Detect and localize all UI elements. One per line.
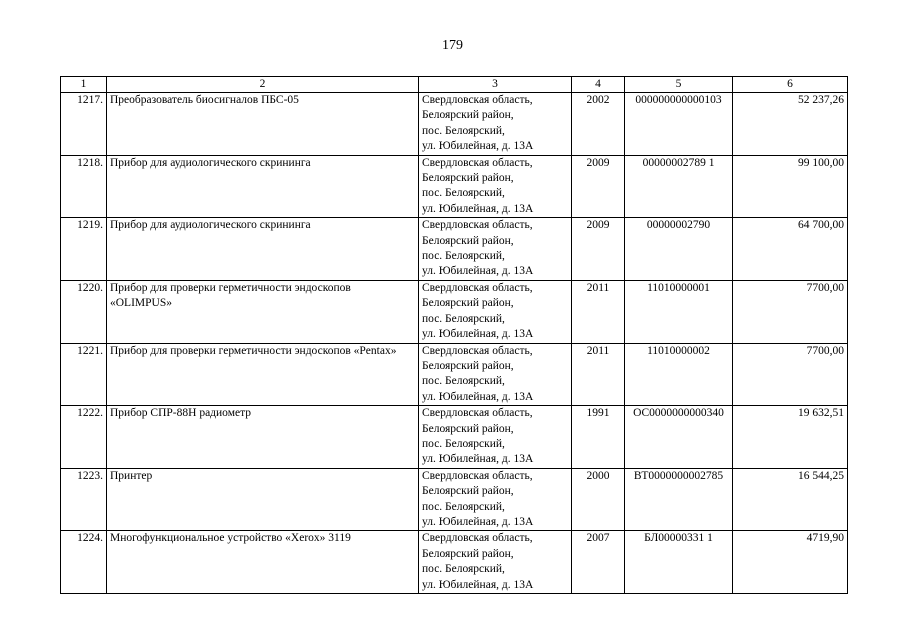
column-header: 2 <box>107 77 419 93</box>
cost-cell: 4719,90 <box>733 531 848 594</box>
address-line: Свердловская область, <box>422 344 533 357</box>
address-line: Свердловская область, <box>422 532 533 545</box>
cost-cell: 16 544,25 <box>733 468 848 531</box>
table-row <box>61 93 848 156</box>
address-cell <box>419 280 572 343</box>
year-cell: 2009 <box>572 218 625 281</box>
address-line: ул. Юбилейная, д. 13А <box>422 202 534 215</box>
address-line: ул. Юбилейная, д. 13А <box>422 265 534 278</box>
inventory-number-cell: 00000002789 1 <box>625 155 733 218</box>
column-header: 6 <box>733 77 848 93</box>
row-number-cell: 1220. <box>61 280 107 343</box>
row-number-cell: 1218. <box>61 155 107 218</box>
table-row <box>61 531 848 594</box>
address-line: пос. Белоярский, <box>422 437 505 450</box>
address-line: ул. Юбилейная, д. 13А <box>422 515 534 528</box>
address-cell <box>419 468 572 531</box>
address-cell <box>419 218 572 281</box>
year-cell: 2011 <box>572 343 625 406</box>
address-line: Белоярский район, <box>422 234 514 247</box>
table-row <box>61 218 848 281</box>
table-row <box>61 280 848 343</box>
inventory-number-cell: 11010000002 <box>625 343 733 406</box>
address-line: пос. Белоярский, <box>422 187 505 200</box>
inventory-number-cell: 000000000000103 <box>625 93 733 156</box>
address-line: ул. Юбилейная, д. 13А <box>422 328 534 341</box>
item-name-cell: Прибор СПР-88Н радиометр <box>107 406 419 469</box>
address-cell <box>419 155 572 218</box>
cost-cell: 52 237,26 <box>733 93 848 156</box>
table-row <box>61 343 848 406</box>
item-name-cell: Преобразователь биосигналов ПБС-05 <box>107 93 419 156</box>
inventory-number-cell: 00000002790 <box>625 218 733 281</box>
header-row <box>61 77 848 93</box>
address-line: ул. Юбилейная, д. 13А <box>422 578 534 591</box>
inventory-number-cell: ВТ0000000002785 <box>625 468 733 531</box>
row-number-cell: 1219. <box>61 218 107 281</box>
row-number-cell: 1221. <box>61 343 107 406</box>
year-cell: 2002 <box>572 93 625 156</box>
column-header: 1 <box>61 77 107 93</box>
address-line: пос. Белоярский, <box>422 312 505 325</box>
row-number-cell: 1222. <box>61 406 107 469</box>
item-name-cell: Прибор для аудиологического скрининга <box>107 155 419 218</box>
year-cell: 2000 <box>572 468 625 531</box>
cost-cell: 7700,00 <box>733 280 848 343</box>
address-line: пос. Белоярский, <box>422 375 505 388</box>
column-header: 5 <box>625 77 733 93</box>
address-line: ул. Юбилейная, д. 13А <box>422 453 534 466</box>
address-line: Белоярский район, <box>422 485 514 498</box>
address-line: Свердловская область, <box>422 281 533 294</box>
table-row <box>61 155 848 218</box>
table-row <box>61 406 848 469</box>
item-name-cell: Принтер <box>107 468 419 531</box>
address-line: Белоярский район, <box>422 172 514 185</box>
cost-cell: 99 100,00 <box>733 155 848 218</box>
address-line: Свердловская область, <box>422 94 533 106</box>
cost-cell: 64 700,00 <box>733 218 848 281</box>
address-line: ул. Юбилейная, д. 13А <box>422 390 534 403</box>
row-number-cell: 1217. <box>61 93 107 156</box>
property-registry-table <box>60 76 848 594</box>
address-line: ул. Юбилейная, д. 13А <box>422 140 534 153</box>
row-number-cell: 1223. <box>61 468 107 531</box>
address-line: Белоярский район, <box>422 297 514 310</box>
address-line: пос. Белоярский, <box>422 124 505 137</box>
address-cell <box>419 343 572 406</box>
address-cell <box>419 406 572 469</box>
address-cell <box>419 531 572 594</box>
address-line: пос. Белоярский, <box>422 500 505 513</box>
item-name-cell: Прибор для проверки герметичности эндоскопов «OLIMPUS» <box>107 280 419 343</box>
item-name-cell: Многофункциональное устройство «Xerox» 3119 <box>107 531 419 594</box>
table-row <box>61 468 848 531</box>
inventory-number-cell: ОС0000000000340 <box>625 406 733 469</box>
item-name-cell: Прибор для проверки герметичности эндоскопов «Pentax» <box>107 343 419 406</box>
address-line: Белоярский район, <box>422 547 514 560</box>
inventory-number-cell: 11010000001 <box>625 280 733 343</box>
cost-cell: 7700,00 <box>733 343 848 406</box>
address-line: Белоярский район, <box>422 359 514 372</box>
year-cell: 1991 <box>572 406 625 469</box>
year-cell: 2011 <box>572 280 625 343</box>
column-header: 3 <box>419 77 572 93</box>
address-line: Свердловская область, <box>422 469 533 482</box>
address-cell <box>419 93 572 156</box>
address-line: пос. Белоярский, <box>422 563 505 576</box>
year-cell: 2009 <box>572 155 625 218</box>
address-line: пос. Белоярский, <box>422 250 505 263</box>
address-line: Свердловская область, <box>422 156 533 169</box>
item-name-cell: Прибор для аудиологического скрининга <box>107 218 419 281</box>
address-line: Свердловская область, <box>422 407 533 420</box>
address-line: Свердловская область, <box>422 219 533 232</box>
cost-cell: 19 632,51 <box>733 406 848 469</box>
year-cell: 2007 <box>572 531 625 594</box>
row-number-cell: 1224. <box>61 531 107 594</box>
page-number: 179 <box>442 38 463 53</box>
address-line: Белоярский район, <box>422 422 514 435</box>
address-line: Белоярский район, <box>422 109 514 122</box>
inventory-number-cell: БЛ00000331 1 <box>625 531 733 594</box>
column-header: 4 <box>572 77 625 93</box>
